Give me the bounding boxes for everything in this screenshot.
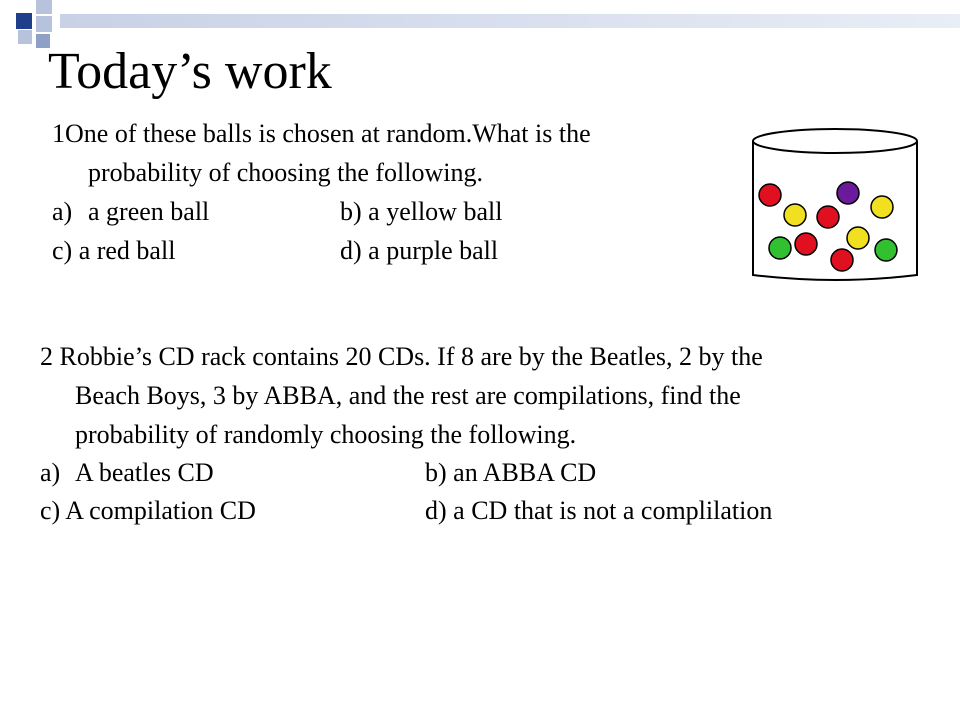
deco-square-light	[36, 16, 52, 32]
q1-option-a: a green ball	[88, 197, 210, 226]
green-ball	[769, 237, 791, 259]
red-ball	[759, 184, 781, 206]
deco-square-light	[18, 30, 32, 44]
slide-title: Today’s work	[48, 43, 332, 100]
purple-ball	[837, 182, 859, 204]
header-bar	[60, 14, 960, 28]
deco-square-light	[36, 0, 52, 14]
q1-line-2: probability of choosing the following.	[88, 158, 484, 187]
q2-option-b: b) an ABBA CD	[425, 458, 597, 487]
q2-option-a-marker: a)	[40, 458, 61, 487]
jar-of-balls-icon	[745, 125, 925, 285]
green-ball	[875, 239, 897, 261]
q2-option-a: A beatles CD	[75, 458, 214, 487]
q2-option-c: c) A compilation CD	[40, 496, 256, 525]
q2-line-2: Beach Boys, 3 by ABBA, and the rest are compilations, find the	[75, 381, 741, 410]
q2-line-1: 2 Robbie’s CD rack contains 20 CDs. If 8 are by the Beatles, 2 by the	[40, 342, 763, 371]
q1-option-b: b) a yellow ball	[340, 197, 503, 226]
yellow-ball	[847, 227, 869, 249]
q2-line-3: probability of randomly choosing the following.	[75, 420, 577, 449]
q1-option-a-marker: a)	[52, 197, 73, 226]
red-ball	[817, 206, 839, 228]
yellow-ball	[784, 204, 806, 226]
q2-option-d: d) a CD that is not a complilation	[425, 496, 773, 525]
deco-square-dark	[16, 13, 32, 29]
q1-line-1: 1One of these balls is chosen at random.What is the	[52, 119, 591, 148]
yellow-ball	[871, 196, 893, 218]
red-ball	[795, 233, 817, 255]
q1-option-c: c) a red ball	[52, 236, 176, 265]
q1-option-d: d) a purple ball	[340, 236, 499, 265]
red-ball	[831, 249, 853, 271]
